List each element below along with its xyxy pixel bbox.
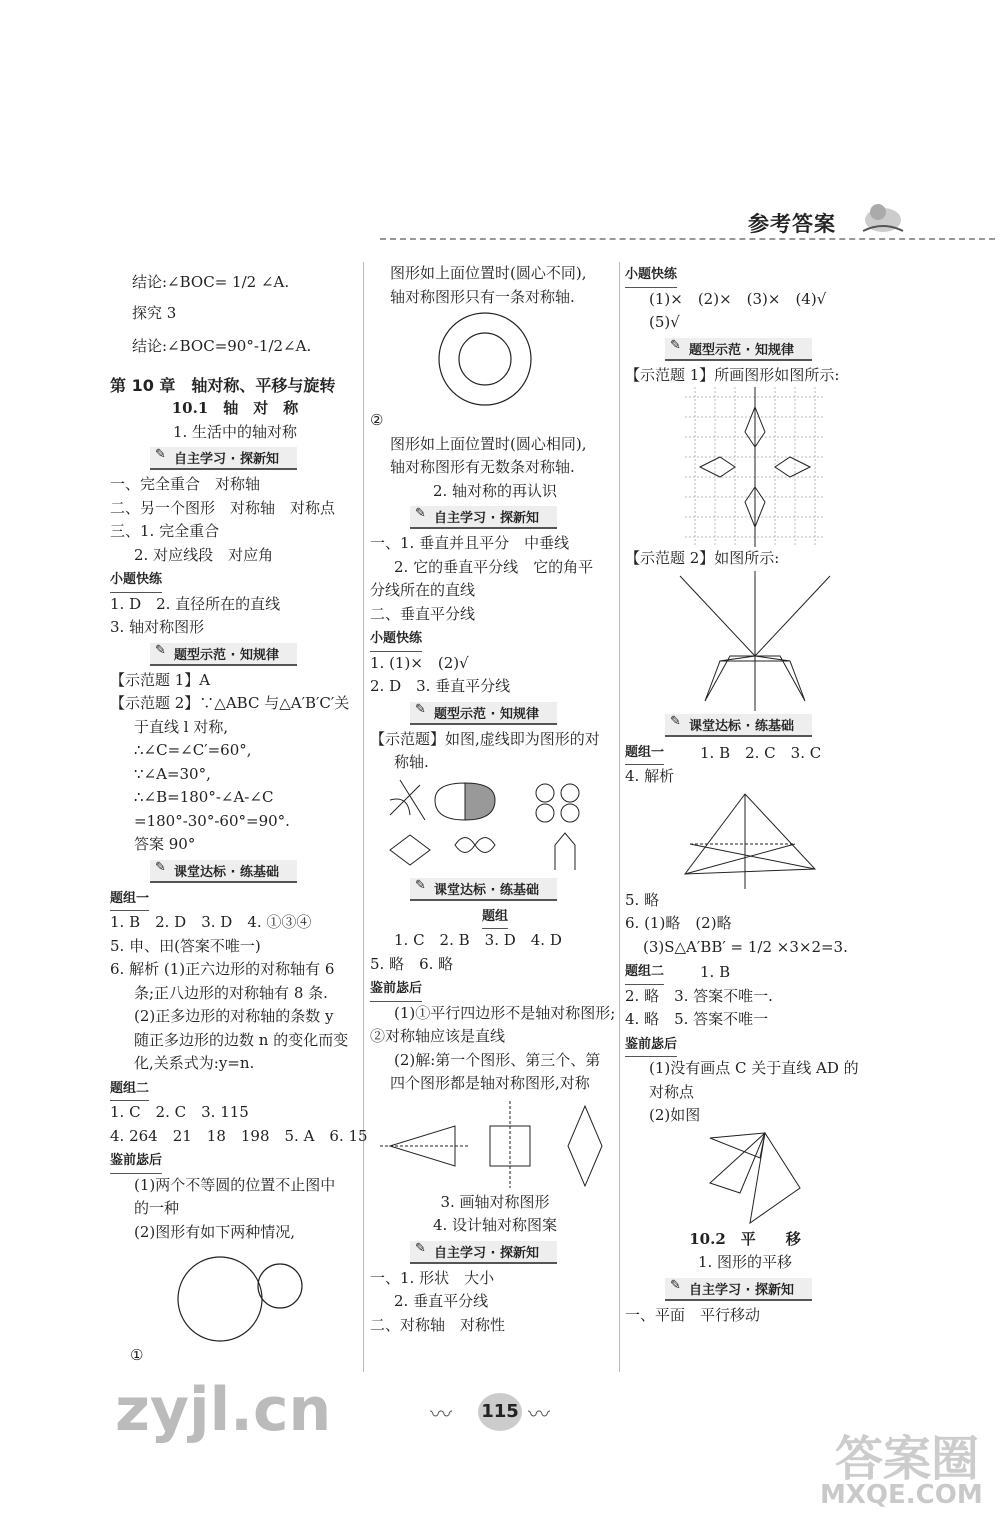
column-right	[625, 262, 865, 1327]
figure-label: ②	[370, 411, 384, 429]
text-line: (1)两个不等圆的位置不止图中	[134, 1175, 336, 1194]
left-ornament-icon: 〰	[430, 1403, 453, 1428]
section-bar: ✎ 自主学习 · 探新知	[410, 1241, 557, 1264]
text-line: 的一种	[134, 1199, 180, 1217]
section-bar: ✎ 自主学习 · 探新知	[410, 506, 557, 529]
section-bar: ✎ 课堂达标 · 练基础	[150, 860, 297, 883]
text-line: (2)如图	[649, 1106, 701, 1124]
section-bar: ✎ 自主学习 · 探新知	[150, 447, 297, 470]
subsection-label: 小题快练	[625, 263, 677, 288]
subsection-label: 题组二	[110, 1077, 149, 1102]
section-bar: ✎ 课堂达标 · 练基础	[665, 714, 812, 737]
text-line: 化,关系式为:y=n.	[134, 1054, 255, 1072]
text-line: 【示范题 2】∵△ABC 与△A′B′C′关	[110, 694, 350, 712]
text-line: 一、完全重合 对称轴	[110, 475, 261, 493]
header-mascot-icon	[858, 196, 908, 236]
watermark: 答案圈	[835, 1431, 980, 1487]
subsection-label: 题组一	[110, 887, 149, 912]
text-line: 【示范题 2】如图所示:	[625, 549, 780, 567]
text-line: 图形如上面位置时(圆心不同),	[390, 264, 587, 282]
text-line: ②对称轴应该是直线	[370, 1027, 506, 1045]
text-line: 1. B 2. C 3. C	[700, 743, 822, 762]
column-middle	[370, 262, 620, 1337]
two-circles-figure	[110, 1244, 360, 1344]
text-line: (1)没有画点 C 关于直线 AD 的	[649, 1059, 859, 1077]
text-line: 一、1. 形状 大小	[370, 1268, 495, 1287]
text-line: (2)解:第一个图形、第三个、第	[394, 1050, 601, 1069]
text-line: 结论:∠BOC=90°-1/2∠A.	[132, 336, 312, 355]
text-line: 轴对称图形有无数条对称轴.	[390, 458, 575, 476]
section-bar: ✎ 课堂达标 · 练基础	[410, 878, 557, 901]
text-line: 分线所在的直线	[370, 581, 476, 599]
text-line: (1)× (2)× (3)× (4)√	[649, 289, 827, 308]
text-line: 条;正八边形的对称轴有 8 条.	[134, 983, 328, 1002]
header-title: 参考答案	[748, 212, 836, 236]
text-line: 2. 略 3. 答案不唯一.	[625, 986, 773, 1005]
text-line: 6. (1)略 (2)略	[625, 914, 732, 932]
triangle-figure	[675, 789, 865, 889]
text-line: 对称点	[649, 1082, 695, 1101]
text-line: 4. 264 21 18 198 5. A 6. 15	[110, 1126, 368, 1145]
butterfly-figure	[675, 571, 865, 711]
text-line: 1. (1)× (2)√	[370, 653, 469, 672]
text-line: 5. 申、田(答案不唯一)	[110, 936, 261, 955]
section-title: 10.1 轴 对 称	[171, 399, 299, 417]
text-line: 【示范题】如图,虚线即为图形的对	[370, 729, 600, 748]
text-line: (5)√	[649, 313, 680, 331]
text-line: 随正多边形的边数 n 的变化而变	[134, 1030, 349, 1049]
subsection-title: 3. 画轴对称图形	[440, 1192, 550, 1211]
text-line: 【示范题 1】A	[110, 670, 211, 689]
text-line: 5. 略 6. 略	[370, 954, 454, 973]
text-line: 四个图形都是轴对称图形,对称	[390, 1074, 590, 1092]
text-line: 4. 略 5. 答案不唯一	[625, 1010, 769, 1028]
subsection-label: 小题快练	[110, 568, 162, 593]
text-line: 1. C 2. B 3. D 4. D	[394, 931, 562, 949]
page-number: 115	[478, 1393, 522, 1431]
text-line: (2)图形有如下两种情况,	[134, 1222, 296, 1241]
header-divider	[380, 238, 995, 240]
text-line: 称轴.	[394, 753, 429, 771]
text-line: 1. C 2. C 3. 115	[110, 1103, 249, 1121]
subsection-title: 1. 生活中的轴对称	[172, 422, 298, 441]
subsection-title: 2. 轴对称的再认识	[432, 481, 558, 500]
text-line: 一、平面 平行移动	[625, 1305, 761, 1324]
subsection-label: 鉴前毖后	[370, 977, 422, 1002]
text-line: (2)正多边形的对称轴的条数 y	[134, 1007, 334, 1025]
text-line: (3)S△A′BB′ = 1/2 ×3×2=3.	[643, 937, 848, 956]
text-line: 结论:∠BOC= 1/2 ∠A.	[132, 273, 290, 291]
chapter-title: 第 10 章 轴对称、平移与旋转	[110, 375, 336, 395]
section-bar: ✎ 自主学习 · 探新知	[665, 1278, 812, 1301]
text-line: 2. 它的垂直平分线 它的角平	[394, 557, 594, 576]
column-divider	[363, 262, 364, 1372]
concentric-circles-figure	[430, 309, 620, 409]
reflection-figure	[705, 1128, 865, 1228]
text-line: ∵∠A=30°,	[134, 764, 211, 783]
text-line: 二、另一个图形 对称轴 对称点	[110, 498, 336, 517]
right-ornament-icon: 〰	[528, 1403, 551, 1428]
text-line: (1)①平行四边形不是轴对称图形;	[394, 1003, 616, 1022]
column-left	[110, 262, 368, 1368]
subsection-title: 4. 设计轴对称图案	[432, 1216, 558, 1234]
text-line: 2. 垂直平分线	[394, 1292, 489, 1310]
text-line: 图形如上面位置时(圆心相同),	[390, 434, 587, 453]
subsection-label: 鉴前毖后	[625, 1033, 677, 1058]
section-bar: ✎ 题型示范 · 知规律	[150, 643, 297, 666]
text-line: 2. D 3. 垂直平分线	[370, 677, 511, 695]
text-line: 轴对称图形只有一条对称轴.	[390, 287, 575, 306]
section-bar: ✎ 题型示范 · 知规律	[665, 338, 812, 361]
grid-figure	[685, 387, 865, 547]
answer-line: 答案 90°	[134, 835, 196, 853]
watermark: MXQE.COM	[820, 1480, 983, 1510]
text-line: 一、1. 垂直并且平分 中垂线	[370, 534, 570, 552]
text-line: 于直线 l 对称,	[134, 717, 229, 736]
axis-figures	[370, 1096, 620, 1191]
text-line: ∴∠C=∠C′=60°,	[134, 741, 252, 759]
text-line: 2. 对应线段 对应角	[134, 545, 274, 564]
subsection-label: 题组二	[625, 960, 664, 985]
text-line: 二、垂直平分线	[370, 604, 476, 623]
subsection-label: 题组	[482, 905, 508, 930]
figure-label: ①	[130, 1346, 144, 1364]
text-line: ∴∠B=180°-∠A-∠C	[134, 788, 274, 806]
text-line: 4. 解析	[625, 767, 675, 785]
text-line: 二、对称轴 对称性	[370, 1315, 506, 1334]
text-line: =180°-30°-60°=90°.	[134, 811, 290, 830]
text-line: 5. 略	[625, 890, 660, 909]
text-line: 三、1. 完全重合	[110, 522, 220, 540]
text-line: 探究 3	[132, 304, 177, 322]
text-line: 【示范题 1】所画图形如图所示:	[625, 365, 840, 384]
section-bar: ✎ 题型示范 · 知规律	[410, 702, 557, 725]
watermark: zyjl.cn	[115, 1375, 332, 1445]
text-line: 1. B	[700, 963, 731, 981]
text-line: 1. D 2. 直径所在的直线	[110, 594, 281, 613]
section-title: 10.2 平 移	[689, 1229, 801, 1248]
text-line: 1. B 2. D 3. D 4. ①③④	[110, 913, 312, 931]
subsection-label: 鉴前毖后	[110, 1149, 162, 1174]
subsection-label: 题组一	[625, 741, 664, 766]
text-line: 6. 解析 (1)正六边形的对称轴有 6	[110, 960, 335, 978]
symmetry-figures	[370, 775, 620, 875]
text-line: 3. 轴对称图形	[110, 618, 205, 636]
subsection-label: 小题快练	[370, 627, 422, 652]
subsection-title: 1. 图形的平移	[697, 1253, 793, 1271]
